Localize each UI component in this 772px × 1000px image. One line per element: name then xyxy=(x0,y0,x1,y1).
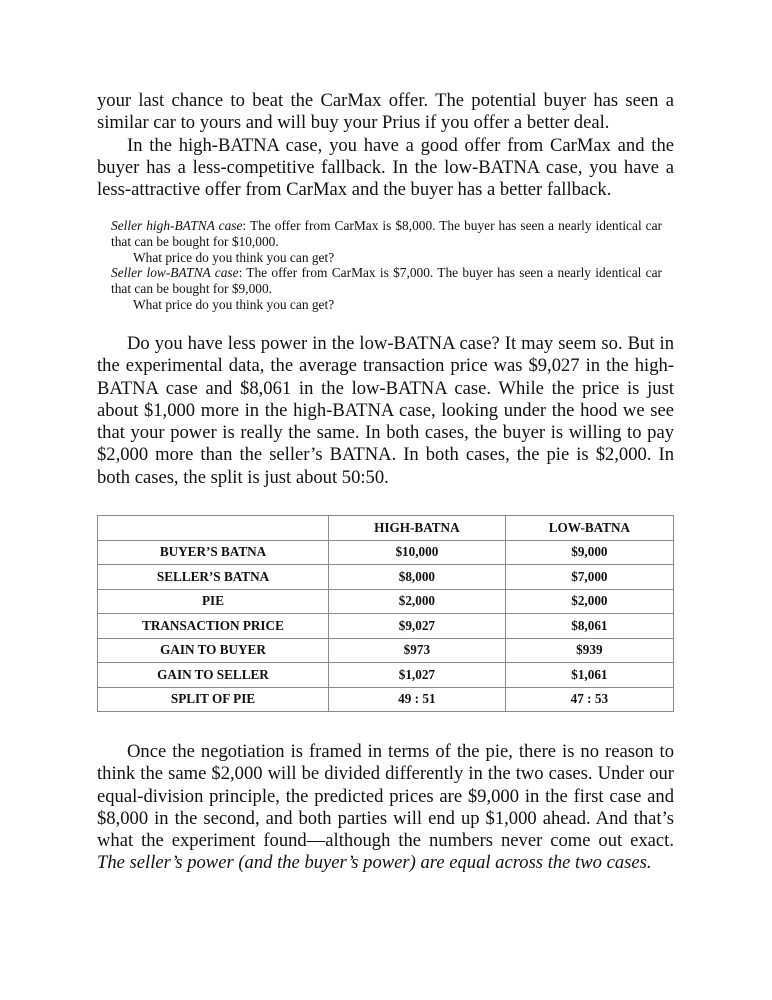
batna-comparison-table xyxy=(97,515,674,712)
table-row xyxy=(98,565,674,590)
row-label: TRANSACTION PRICE xyxy=(98,614,329,639)
intro-text xyxy=(97,90,674,201)
table-row xyxy=(98,687,674,712)
cell-high: $10,000 xyxy=(329,540,506,565)
cell-low: $7,000 xyxy=(505,565,673,590)
cell-low: 47 : 53 xyxy=(505,687,673,712)
scenario-low-label: Seller low-BATNA case xyxy=(111,265,239,281)
row-label: SELLER’S BATNA xyxy=(98,565,329,590)
table-row xyxy=(98,614,674,639)
paragraph-carmax-offer: your last chance to beat the CarMax offer. The potential buyer has seen a similar car to yours and will buy your Prius if you offer a better deal. xyxy=(97,90,674,134)
scenario-high-text: : The offer from CarMax is $8,000. The buyer has seen a nearly identical car that can be bought for $10,000. xyxy=(111,218,662,249)
cell-low: $8,061 xyxy=(505,614,673,639)
table-header-low: LOW-BATNA xyxy=(505,516,673,541)
table-header-row xyxy=(98,516,674,541)
conclusion-italic: The seller’s power (and the buyer’s power) are equal across the two cases. xyxy=(97,852,652,874)
cell-low: $1,061 xyxy=(505,663,673,688)
cell-high: $8,000 xyxy=(329,565,506,590)
paragraph-batna-cases: In the high-BATNA case, you have a good offer from CarMax and the buyer has a less-competitive fallback. In the low-BATNA case, you have a less-attractive offer from CarMax and the buyer has a better fallback. xyxy=(97,134,674,201)
scenario-high-label: Seller high-BATNA case xyxy=(111,218,243,233)
cell-high: $973 xyxy=(329,638,506,663)
table-header-high: HIGH-BATNA xyxy=(329,516,506,541)
conclusion-plain: Once the negotiation is framed in terms of the pie, there is no reason to think the same $2,000 will be divided differently in the two cases. Under our equal-division principle, the predicted prices are $9,000 in the first case and $8,000 in the second, and both parties will end up $1,000 ahead. And that’s what the experiment found—although the numbers never come out exact. xyxy=(97,741,674,852)
table-row xyxy=(98,589,674,614)
table-row xyxy=(98,540,674,565)
row-label: GAIN TO SELLER xyxy=(98,663,329,688)
paragraph-conclusion xyxy=(97,741,674,875)
closing-text xyxy=(97,741,674,875)
scenario-low-text: : The offer from CarMax is $7,000. The buyer has seen a nearly identical car that can be bought for $9,000. xyxy=(111,265,662,297)
cell-low: $9,000 xyxy=(505,540,673,565)
cell-low: $939 xyxy=(505,638,673,663)
table-header-empty xyxy=(98,516,329,541)
scenario-high xyxy=(111,218,662,250)
scenario-low xyxy=(111,265,662,297)
table-row xyxy=(98,638,674,663)
analysis-text xyxy=(97,333,674,489)
cell-high: $2,000 xyxy=(329,589,506,614)
cell-high: $1,027 xyxy=(329,663,506,688)
scenario-high-question: What price do you think you can get? xyxy=(133,249,335,265)
paragraph-analysis: Do you have less power in the low-BATNA case? It may seem so. But in the experimental data, the average transaction price was $9,027 in the high-BATNA case and $8,061 in the low-BATNA case. While the price is just about $1,000 more in the high-BATNA case, looking under the hood we see that your power is really the same. In both cases, the buyer is willing to pay $2,000 more than the seller’s BATNA. In both cases, the pie is $2,000. In both cases, the split is just about 50:50. xyxy=(97,333,674,488)
table-row xyxy=(98,663,674,688)
cell-high: 49 : 51 xyxy=(329,687,506,712)
row-label: PIE xyxy=(98,589,329,614)
row-label: BUYER’S BATNA xyxy=(98,540,329,565)
scenario-box xyxy=(111,218,662,313)
cell-low: $2,000 xyxy=(505,589,673,614)
scenario-low-question: What price do you think you can get? xyxy=(133,296,335,312)
row-label: SPLIT OF PIE xyxy=(98,687,329,712)
cell-high: $9,027 xyxy=(329,614,506,639)
row-label: GAIN TO BUYER xyxy=(98,638,329,663)
